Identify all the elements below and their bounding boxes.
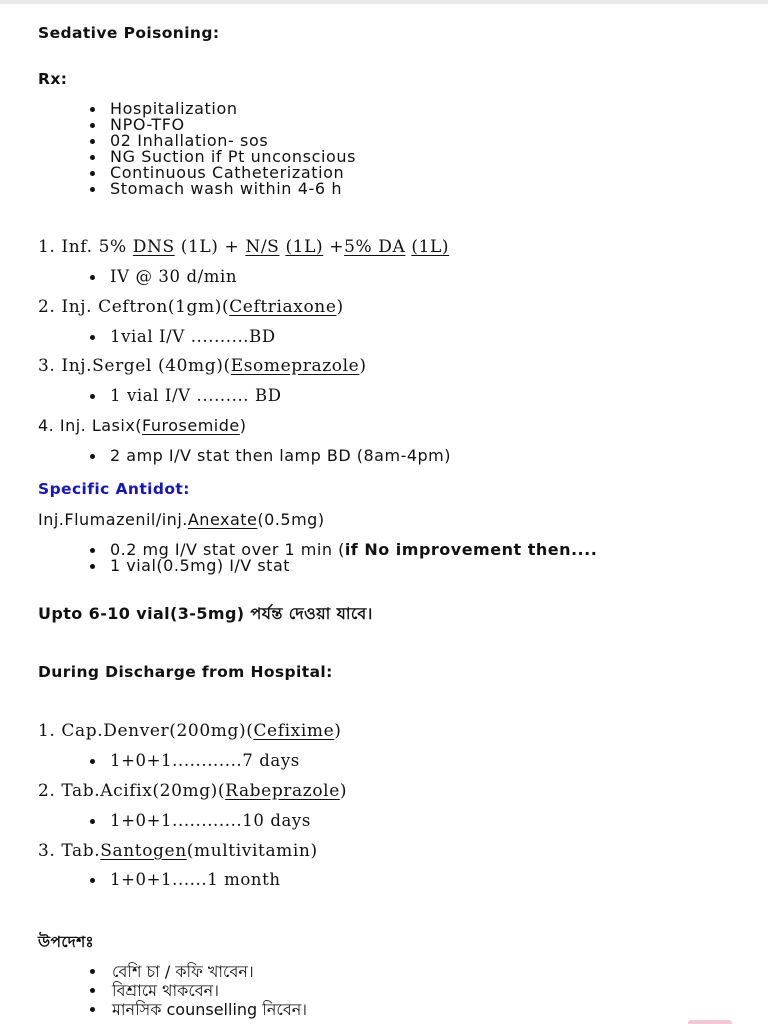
rx-item: NPO-TFO — [90, 117, 356, 133]
medication-4-dose: 2 amp I/V stat then lamp BD (8am-4pm) — [90, 446, 451, 466]
link-dns[interactable]: DNS — [132, 237, 175, 257]
discharge-heading: During Discharge from Hospital: — [38, 663, 333, 681]
rx-item: Continuous Catheterization — [90, 165, 356, 181]
link-esomeprazole[interactable]: Esomeprazole — [230, 356, 360, 376]
medication-3-dose: 1 vial I/V ......... BD — [90, 386, 282, 406]
discharge-medication-2: 2. Tab.Acifix(20mg)(Rabeprazole) — [38, 781, 348, 801]
rx-item: 02 Inhallation- sos — [90, 133, 356, 149]
antidote-line: Inj.Flumazenil/inj.Anexate(0.5mg) — [38, 510, 325, 529]
link-da-volume[interactable]: (1L) — [411, 237, 450, 257]
discharge-medication-1: 1. Cap.Denver(200mg)(Cefixime) — [38, 721, 342, 741]
link-anexate[interactable]: Anexate — [187, 510, 258, 529]
link-ns[interactable]: N/S — [245, 237, 280, 257]
rx-list — [90, 101, 356, 197]
medication-2-dose: 1vial I/V ..........BD — [90, 327, 276, 347]
medication-1: 1. Inf. 5% DNS (1L) + N/S (1L) +5% DA (1L) — [38, 237, 450, 257]
link-furosemide[interactable]: Furosemide — [142, 416, 240, 435]
rx-item: Stomach wash within 4-6 h — [90, 181, 356, 197]
antidote-item: 1 vial(0.5mg) I/V stat — [90, 558, 740, 574]
link-santogen[interactable]: Santogen — [100, 841, 187, 861]
advice-item: বিশ্রামে থাকবেন। — [90, 981, 307, 1000]
antidote-item: 0.2 mg I/V stat over 1 min (if No improvement then.... — [90, 542, 740, 558]
medication-4: 4. Inj. Lasix(Furosemide) — [38, 416, 247, 435]
antidote-heading: Specific Antidot: — [38, 480, 190, 498]
antidote-list — [90, 542, 740, 574]
advice-list — [90, 962, 307, 1019]
page-title: Sedative Poisoning: — [38, 24, 220, 42]
discharge-medication-1-dose: 1+0+1............7 days — [90, 751, 300, 771]
link-rabeprazole[interactable]: Rabeprazole — [225, 781, 340, 801]
rx-label: Rx: — [38, 70, 68, 88]
discharge-medication-2-dose: 1+0+1............10 days — [90, 811, 311, 831]
medication-1-dose: IV @ 30 d/min — [90, 267, 237, 287]
advice-item: মানসিক counselling নিবেন। — [90, 1000, 307, 1019]
advice-heading: উপদেশঃ — [38, 933, 95, 951]
link-ns-volume[interactable]: (1L) — [285, 237, 324, 257]
medication-2: 2. Inj. Ceftron(1gm)(Ceftriaxone) — [38, 297, 344, 317]
rx-item: NG Suction if Pt unconscious — [90, 149, 356, 165]
rx-item: Hospitalization — [90, 101, 356, 117]
max-dose-note: Upto 6-10 vial(3-5mg) পর্যন্ত দেওয়া যাবে। — [38, 604, 373, 623]
link-da[interactable]: 5% DA — [344, 237, 406, 257]
link-ceftriaxone[interactable]: Ceftriaxone — [229, 297, 337, 317]
link-cefixime[interactable]: Cefixime — [253, 721, 335, 741]
discharge-medication-3: 3. Tab.Santogen(multivitamin) — [38, 841, 318, 861]
corner-accent — [688, 1020, 732, 1024]
top-edge — [0, 0, 768, 4]
medication-3: 3. Inj.Sergel (40mg)(Esomeprazole) — [38, 356, 367, 376]
advice-item: বেশি চা / কফি খাবেন। — [90, 962, 307, 981]
discharge-medication-3-dose: 1+0+1......1 month — [90, 870, 281, 890]
